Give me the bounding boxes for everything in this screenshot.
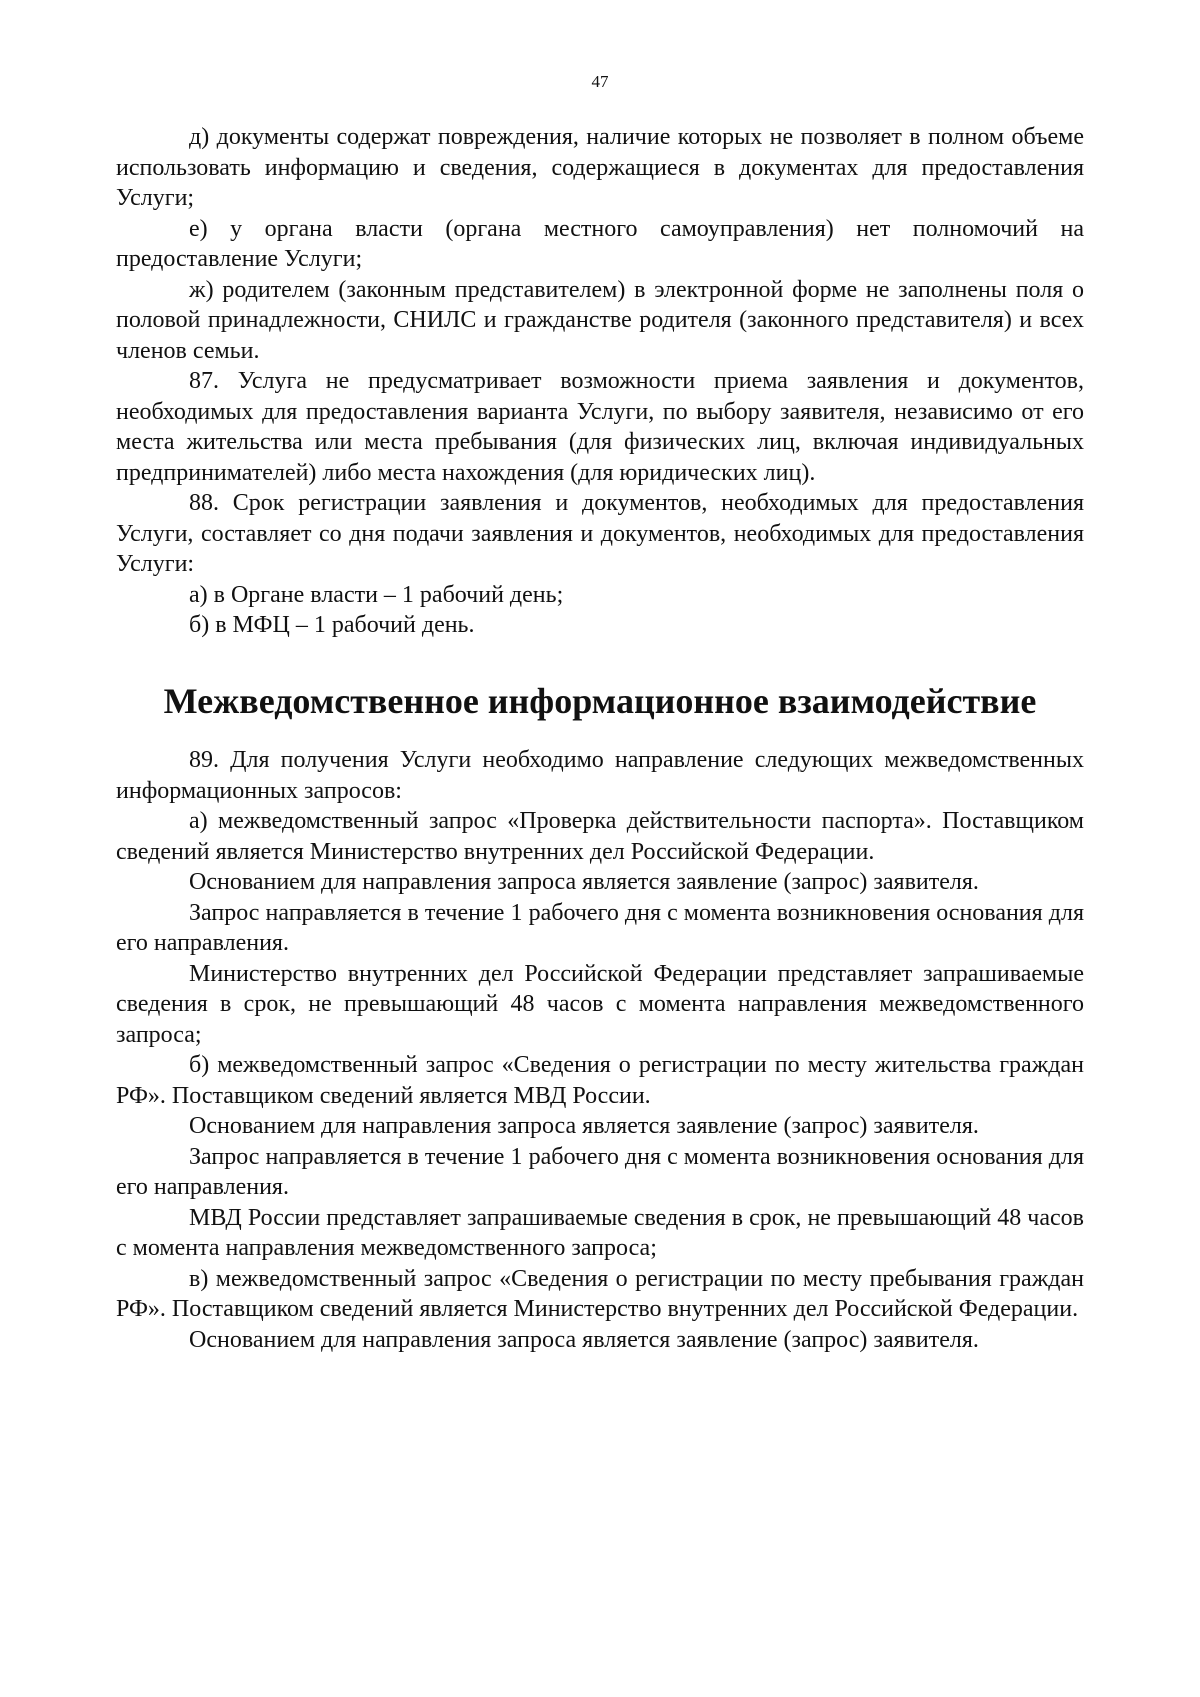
paragraph-item-e: е) у органа власти (органа местного самоуправления) нет полномочий на предоставление Услуги; [116,215,1084,272]
paragraph-89-v-basis: Основанием для направления запроса является заявление (запрос) заявителя. [189,1326,979,1353]
paragraph-89-a-timing: Запрос направляется в течение 1 рабочего дня с момента возникновения основания для его направления. [116,899,1084,956]
document-body [116,122,1084,1355]
paragraph-item-d: д) документы содержат повреждения, наличие которых не позволяет в полном объеме использовать информацию и сведения, содержащиеся в документах для предоставления Услуги; [116,124,1084,211]
paragraph-89-a: а) межведомственный запрос «Проверка действительности паспорта». Поставщиком сведений является Министерство внутренних дел Российской Федерации. [116,808,1084,865]
paragraph-89-a-response: Министерство внутренних дел Российской Федерации представляет запрашиваемые сведения в срок, не превышающий 48 часов с момента направления межведомственного запроса; [116,960,1084,1048]
paragraph-89-b-basis: Основанием для направления запроса является заявление (запрос) заявителя. [189,1113,979,1139]
paragraph-89: 89. Для получения Услуги необходимо направление следующих межведомственных информационных запросов: [116,747,1084,804]
paragraph-89-b-timing: Запрос направляется в течение 1 рабочего дня с момента возникновения основания для его направления. [116,1143,1084,1200]
paragraph-88-b: б) в МФЦ – 1 рабочий день. [189,612,475,638]
paragraph-88: 88. Срок регистрации заявления и документов, необходимых для предоставления Услуги, составляет со дня подачи заявления и документов, необходимых для предоставления Услуги: [116,490,1084,577]
paragraph-88-a: а) в Органе власти – 1 рабочий день; [189,581,564,608]
paragraph-87: 87. Услуга не предусматривает возможности приема заявления и документов, необходимых для предоставления варианта Услуги, по выбору заявителя, независимо от его места жительства или места пребывания (для физических лиц, включая индивидуальных предпринимателей) либо места нахождения (для юридических лиц). [116,368,1084,486]
page-number: 47 [591,72,609,91]
paragraph-89-b-response: МВД России представляет запрашиваемые сведения в срок, не превышающий 48 часов с момента направления межведомственного запроса; [116,1204,1084,1261]
section-heading: Межведомственное информационное взаимодействие [163,680,1037,721]
paragraph-item-zh: ж) родителем (законным представителем) в электронной форме не заполнены поля о половой принадлежности, СНИЛС и гражданстве родителя (законного представителя) и всех членов семьи. [116,276,1084,364]
paragraph-89-v: в) межведомственный запрос «Сведения о регистрации по месту пребывания граждан РФ». Поставщиком сведений является Министерство внутренних дел Российской Федерации. [116,1265,1084,1322]
paragraph-89-a-basis: Основанием для направления запроса является заявление (запрос) заявителя. [189,869,979,895]
paragraph-89-b: б) межведомственный запрос «Сведения о регистрации по месту жительства граждан РФ». Поставщиком сведений является МВД России. [116,1052,1084,1109]
